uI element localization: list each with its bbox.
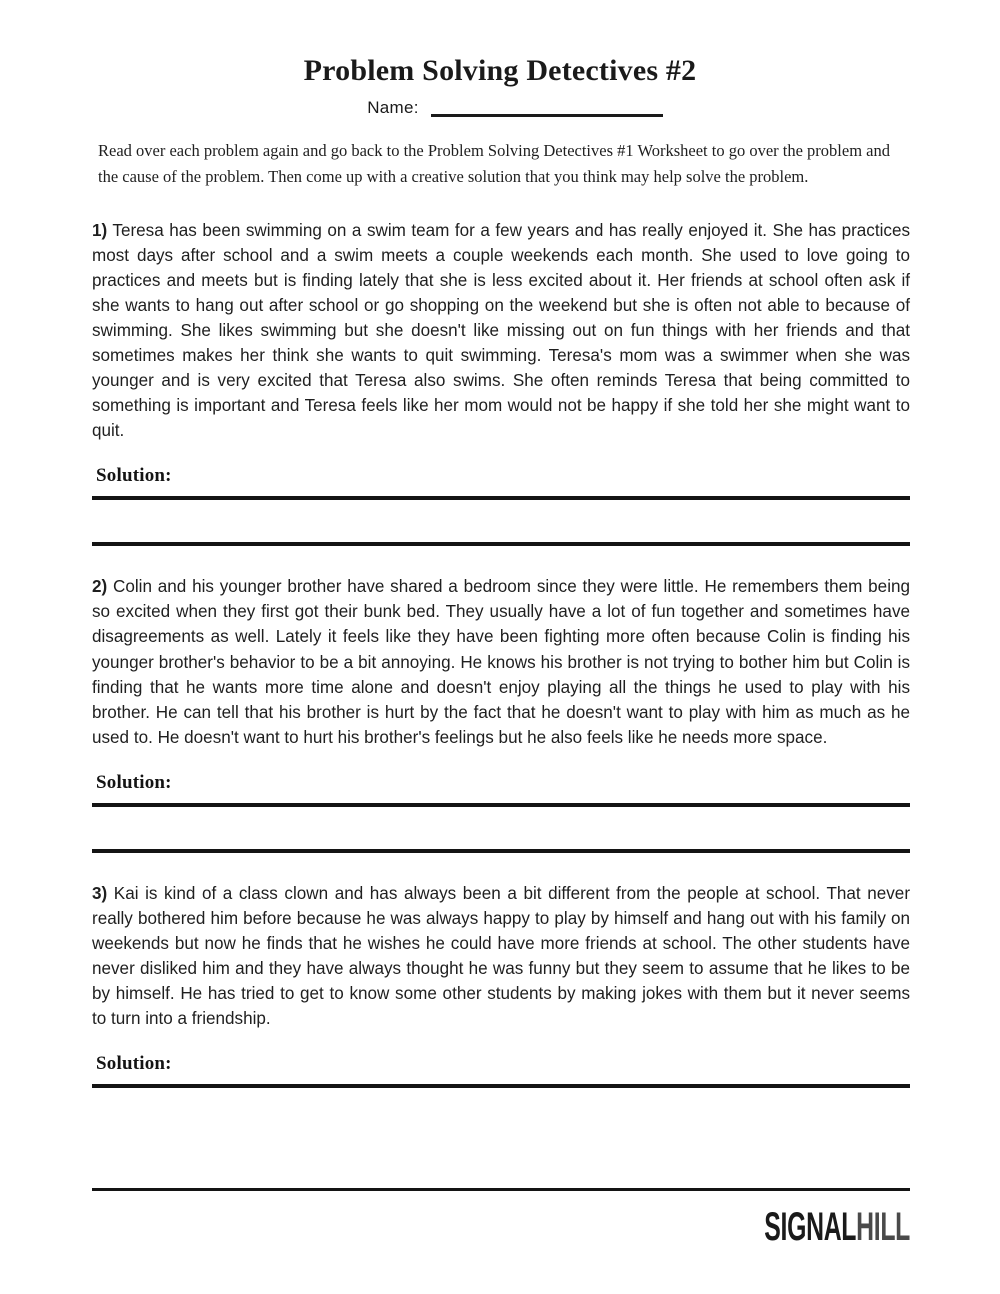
answer-line-1b[interactable] xyxy=(92,542,910,546)
problem-number-3: 3) xyxy=(92,883,108,903)
logo-text-hill: HILL xyxy=(856,1205,910,1249)
problem-block-2 xyxy=(92,574,910,852)
answer-line-3a[interactable] xyxy=(92,1084,910,1088)
answer-line-2b[interactable] xyxy=(92,849,910,853)
problem-number-2: 2) xyxy=(92,577,108,597)
signalhill-logo xyxy=(403,1207,910,1247)
problem-text-2 xyxy=(92,574,910,749)
problem-body-3: Kai is kind of a class clown and has always been a bit different from the people at school. That never really bothered him before because he was always happy to play by himself and hang out with his family on weekends but now he finds that he wishes he could have more friends at school. The other students have never disliked him and they have always thought he was funny but they seem to assume that he likes to be by himself. He has tried to get to know some other students by making jokes with them but it never seems to turn into a friendship. xyxy=(92,883,911,1028)
name-label: Name: xyxy=(367,98,419,117)
problem-text-1 xyxy=(92,218,910,443)
name-write-line[interactable] xyxy=(431,114,663,117)
solution-label-3: Solution: xyxy=(96,1052,172,1074)
instructions-paragraph: Read over each problem again and go back to the Problem Solving Detectives #1 Worksheet to go over the problem and the cause of the problem. Then come up with a creative solution that you think may help solve the problem. xyxy=(98,141,890,187)
problem-block-3 xyxy=(92,881,910,1088)
problem-body-2: Colin and his younger brother have shared a bedroom since they were little. He remembers them being so excited when they first got their bunk bed. They usually have a lot of fun together and sometimes have disagreements as well. Lately it feels like they have been fighting more often because Colin is finding his younger brother's behavior to be a bit annoying. He knows his brother is not trying to bother him but Colin is finding that he wants more time alone and doesn't enjoy playing all the things he used to play with his brother. He can tell that his brother is hurt by the fact that he doesn't want to play with him as much as he used to. He doesn't want to hurt his brother's feelings but he also feels like he needs more space. xyxy=(92,577,911,747)
logo-text-signal: SIGNAL xyxy=(764,1205,857,1249)
answer-line-1a[interactable] xyxy=(92,496,910,500)
name-field-row xyxy=(0,99,1000,118)
page-footer xyxy=(92,1188,910,1247)
problem-block-1 xyxy=(92,218,910,546)
problem-text-3 xyxy=(92,881,910,1031)
problem-body-1: Teresa has been swimming on a swim team for a few years and has really enjoyed it. She has practices most days after school and a swim meets a couple weekends each month. She used to love going to practices and meets but is finding lately that she is less excited about it. Her friends at school often ask if she wants to hang out after school or go shopping on the weekend but she is often not able to because of swimming. She likes swimming but she doesn't like missing out on fun things with her friends and that sometimes makes her think she wants to quit swimming. Teresa's mom was a swimmer when she was younger and is very excited that Teresa also swims. She often reminds Teresa that being committed to something is important and Teresa feels like her mom would not be happy if she told her she might want to quit. xyxy=(92,221,910,441)
footer-divider xyxy=(92,1188,910,1191)
page-title: Problem Solving Detectives #2 xyxy=(303,54,697,87)
answer-line-2a[interactable] xyxy=(92,803,910,807)
worksheet-content xyxy=(92,138,910,1088)
solution-label-1: Solution: xyxy=(96,465,172,487)
solution-label-2: Solution: xyxy=(96,771,172,793)
problem-number-1: 1) xyxy=(92,221,108,241)
